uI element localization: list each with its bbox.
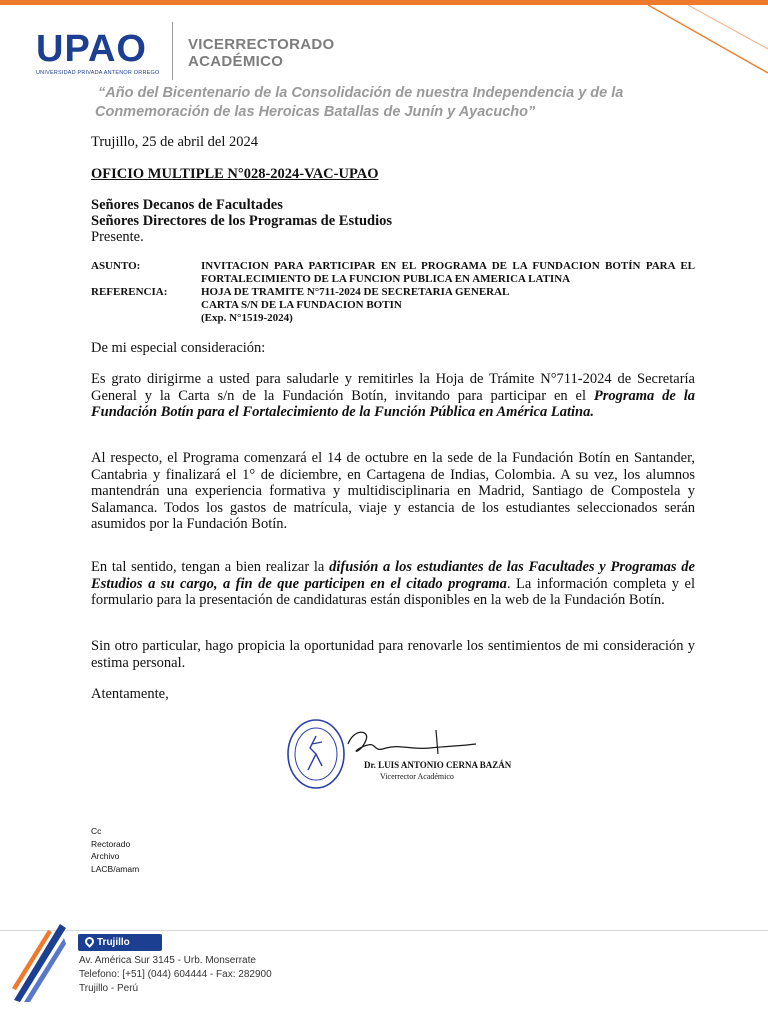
reference-line-1: HOJA DE TRAMITE N°711-2024 DE SECRETARIA GENERAL <box>201 286 510 298</box>
cc-line: Rectorado <box>91 838 131 849</box>
paragraph-3 <box>91 559 695 609</box>
subject-value: INVITACION PARA PARTICIPAR EN EL PROGRAMA DE LA FUNDACION BOTÍN PARA EL FORTALECIMIENTO DE LA FUNCION PUBLICA EN AMERICA LATINA <box>201 260 695 285</box>
footer-location: Trujillo - Perú <box>79 983 139 994</box>
corner-decoration <box>648 5 768 75</box>
recipient-line-3: Presente. <box>91 229 144 245</box>
paragraph-3-text-c: . La información completa y el formulario para la presentación de candidaturas están disponibles en la web de la Fundación Botín. <box>91 575 695 608</box>
footer-stripes-decoration <box>10 922 70 1002</box>
document-reference: OFICIO MULTIPLE N°028-2024-VAC-UPAO <box>91 166 379 182</box>
greeting: De mi especial consideración: <box>91 340 266 356</box>
paragraph-2: Al respecto, el Programa comenzará el 14 de octubre en la sede de la Fundación Botín en Santander, Cantabria y finalizará el 1° de diciembre, en Cartagena de Indias, Colombia. A su vez, los alumnos mantendrán una experiencia formativa y multidisciplinaria en Madrid, Santiago de Compostela y Salamanca. Todos los gastos de matrícula, viaje y estancia de los estudiantes seleccionados serán asumidos por la Fundación Botín. <box>91 450 695 532</box>
place-date: Trujillo, 25 de abril del 2024 <box>91 134 259 150</box>
office-line-1: VICERRECTORADO <box>188 36 335 53</box>
dissemination-emphasis: difusión a los estudiantes de las Facultades y Programas de Estudios a su cargo, a fin de que participen en el citado programa <box>91 559 695 592</box>
cc-line: Archivo <box>91 851 120 861</box>
copy-list <box>91 825 139 875</box>
signer-name: Dr. LUIS ANTONIO CERNA BAZÁN <box>364 760 512 770</box>
handwritten-signature <box>340 724 480 764</box>
official-seal-stamp <box>286 718 346 790</box>
cc-line: LACB/amam <box>91 863 140 874</box>
paragraph-4: Sin otro particular, hago propicia la oportunidad para renovarle los sentimientos de mi consideración y estima personal. <box>91 638 695 671</box>
reference-line-3: (Exp. N°1519-2024) <box>201 312 293 324</box>
office-name <box>188 36 334 70</box>
footer-address: Av. América Sur 3145 - Urb. Monserrate <box>79 955 256 966</box>
paragraph-1-text: Es grato dirigirme a usted para saludarle y remitirles la Hoja de Trámite N°711-2024 de Secretaría General y la Carta s/n de la Fundación Botín, invitando para participar en el <box>91 371 695 404</box>
reference-label: REFERENCIA: <box>91 286 168 298</box>
upao-logo <box>36 30 159 76</box>
year-motto <box>95 84 695 122</box>
office-line-2: ACADÉMICO <box>188 53 284 70</box>
program-name-emphasis: Programa de la Fundación Botín para el Fortalecimiento de la Función Pública en América Latina. <box>91 387 696 420</box>
closing: Atentamente, <box>91 686 169 702</box>
city-label: Trujillo <box>97 937 130 948</box>
reference-values <box>201 286 695 325</box>
subject-label: ASUNTO: <box>91 260 141 272</box>
logo-wordmark: UPAO <box>36 28 147 70</box>
motto-line-2: Conmemoración de las Heroicas Batallas de Junín y Ayacucho” <box>95 104 536 120</box>
footer-phone: Telefono: [+51] (044) 604444 - Fax: 282900 <box>79 969 272 980</box>
paragraph-3-text-a: En tal sentido, tengan a bien realizar la <box>91 559 330 575</box>
header-divider <box>172 22 173 80</box>
location-pin-icon <box>83 935 96 948</box>
cc-line: Cc <box>91 826 102 836</box>
city-badge <box>78 934 162 951</box>
paragraph-1 <box>91 371 695 421</box>
reference-line-2: CARTA S/N DE LA FUNDACION BOTIN <box>201 299 402 311</box>
logo-subtitle: UNIVERSIDAD PRIVADA ANTENOR ORREGO <box>36 70 160 76</box>
signer-title: Vicerrector Académico <box>380 772 454 781</box>
motto-line-1: “Año del Bicentenario de la Consolidación de nuestra Independencia y de la <box>98 85 624 101</box>
recipient-line-2: Señores Directores de los Programas de Estudios <box>91 213 392 229</box>
footer-divider <box>0 930 768 931</box>
footer-contact <box>79 954 272 996</box>
recipient-line-1: Señores Decanos de Facultades <box>91 197 283 213</box>
